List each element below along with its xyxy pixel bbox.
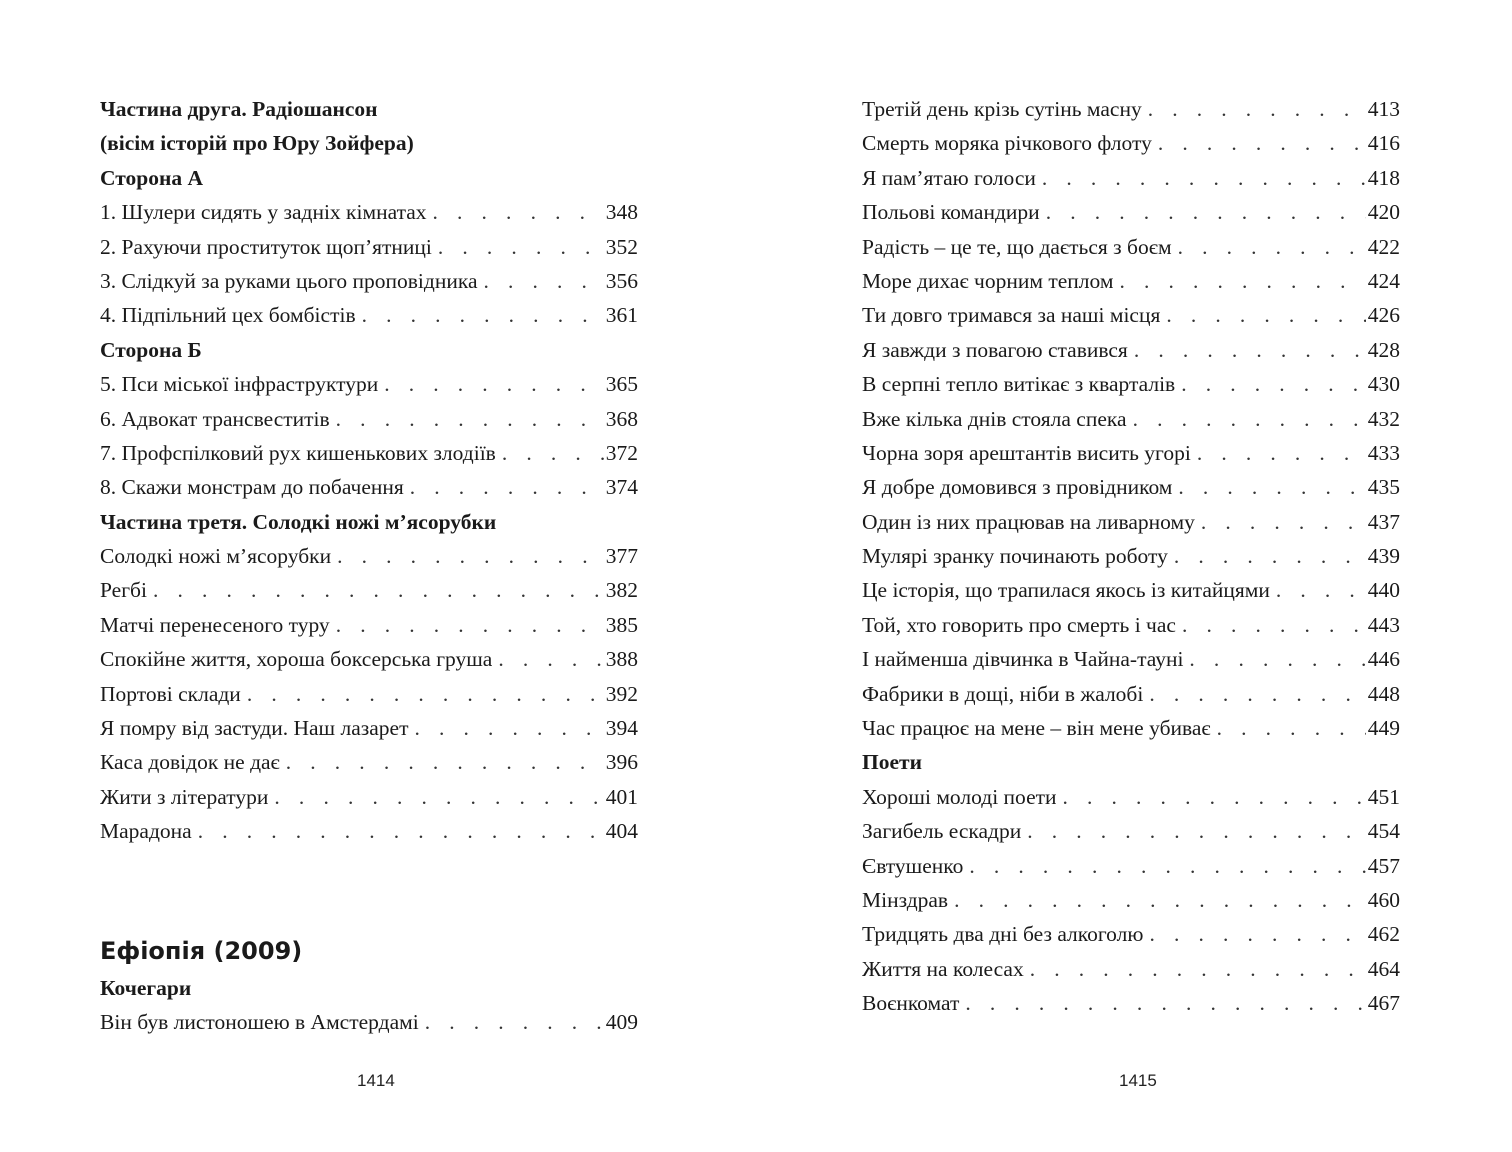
stokers-list (100, 1005, 638, 1039)
toc-entry-title: Солодкі ножі м’ясорубки (100, 544, 332, 569)
toc-entry (862, 161, 1400, 195)
dot-leader (1189, 642, 1365, 676)
toc-entry-title: Він був листоношею в Амстердамі (100, 1009, 419, 1034)
toc-entry-title: Каса довідок не дає (100, 750, 280, 775)
dot-leader (1149, 677, 1365, 711)
page-number-right: 1415 (1119, 1071, 1157, 1090)
toc-entry (862, 780, 1400, 814)
toc-entry-page: 457 (1367, 853, 1400, 878)
toc-entry-title: 8. Скажи монстрам до побачення (100, 475, 404, 500)
toc-entry (862, 92, 1400, 126)
toc-entry (862, 573, 1400, 607)
toc-entry (862, 539, 1400, 573)
toc-entry (100, 711, 638, 745)
toc-entry-title: Чорна зоря арештантів висить угорі (862, 440, 1191, 465)
toc-entry-title: Євтушенко (862, 853, 964, 878)
toc-entry (862, 814, 1400, 848)
toc-entry (862, 642, 1400, 676)
dot-leader (969, 849, 1365, 883)
toc-entry-page: 435 (1367, 475, 1400, 500)
toc-entry-title: Вже кілька днів стояла спека (862, 406, 1127, 431)
toc-entry-page: 462 (1367, 922, 1400, 947)
dot-leader (498, 642, 603, 676)
toc-entry (862, 402, 1400, 436)
toc-entry-title: Тридцять два дні без алкоголю (862, 922, 1144, 947)
side-b-heading: Сторона Б (100, 337, 202, 362)
toc-entry-page: 437 (1367, 509, 1400, 534)
toc-entry (862, 436, 1400, 470)
dot-leader (274, 780, 603, 814)
toc-entry-title: Ти довго тримався за наші місця (862, 303, 1161, 328)
toc-entry-page: 422 (1367, 234, 1400, 259)
toc-entry-page: 426 (1367, 303, 1400, 328)
toc-entry (100, 298, 638, 332)
toc-entry-page: 432 (1367, 406, 1400, 431)
part-three-list (100, 539, 638, 849)
toc-entry-title: Я добре домовився з провідником (862, 475, 1173, 500)
toc-entry-page: 413 (1367, 97, 1400, 121)
toc-entry (862, 333, 1400, 367)
dot-leader (438, 230, 604, 264)
toc-entry-page: 454 (1367, 819, 1400, 844)
dot-leader (1197, 436, 1366, 470)
toc-entry-title: Я помру від застуди. Наш лазарет (100, 716, 409, 741)
poets-heading: Поети (862, 750, 922, 775)
dot-leader (362, 298, 604, 332)
dot-leader (433, 195, 604, 229)
toc-entry-title: Смерть моряка річкового флоту (862, 131, 1152, 156)
toc-entry-title: Той, хто говорить про смерть і час (862, 612, 1176, 637)
toc-entry-page: 464 (1367, 956, 1400, 981)
toc-entry-page: 428 (1367, 337, 1400, 362)
toc-entry (100, 402, 638, 436)
dot-leader (414, 711, 603, 745)
dot-leader (153, 573, 604, 607)
toc-entry (100, 436, 638, 470)
toc-entry (100, 745, 638, 779)
toc-entry-page: 368 (605, 406, 638, 431)
toc-entry-title: Мулярі зранку починають роботу (862, 544, 1168, 569)
toc-entry-title: Мінздрав (862, 887, 949, 912)
toc-entry-page: 392 (605, 681, 638, 706)
ethiopia-heading: Ефіопія (2009) (100, 936, 303, 965)
toc-entry-page: 416 (1367, 131, 1400, 156)
dot-leader (1027, 814, 1366, 848)
toc-entry (862, 952, 1400, 986)
dot-leader (1178, 470, 1365, 504)
dot-leader (1182, 608, 1366, 642)
toc-entry-page: 439 (1367, 544, 1400, 569)
toc-entry-title: В серпні тепло витікає з кварталів (862, 372, 1176, 397)
toc-entry (862, 230, 1400, 264)
toc-entry-title: Воєнкомат (862, 991, 960, 1016)
dot-leader (247, 677, 604, 711)
toc-entry (862, 264, 1400, 298)
toc-entry-title: Польові командири (862, 200, 1040, 225)
dot-leader (337, 539, 604, 573)
stokers-continued-list (862, 92, 1400, 745)
dot-leader (502, 436, 604, 470)
dot-leader (1181, 367, 1366, 401)
toc-entry (100, 642, 638, 676)
toc-entry (100, 608, 638, 642)
toc-entry (100, 1005, 638, 1039)
toc-entry-page: 382 (605, 578, 638, 603)
toc-entry-title: 4. Підпільний цех бомбістів (100, 303, 356, 328)
dot-leader (1178, 230, 1366, 264)
dot-leader (336, 608, 604, 642)
toc-entry-page: 372 (605, 440, 638, 465)
toc-entry-page: 409 (605, 1009, 638, 1034)
toc-entry (100, 780, 638, 814)
toc-entry (100, 230, 638, 264)
dot-leader (198, 814, 604, 848)
toc-entry-page: 361 (605, 303, 638, 328)
dot-leader (1134, 333, 1366, 367)
part-two-heading: Частина друга. Радіошансон (100, 97, 378, 121)
dot-leader (1158, 126, 1366, 160)
dot-leader (286, 745, 604, 779)
dot-leader (1133, 402, 1366, 436)
toc-entry-title: Я пам’ятаю голоси (862, 165, 1036, 190)
toc-entry (100, 814, 638, 848)
toc-entry-title: 1. Шулери сидять у задніх кімнатах (100, 200, 427, 225)
side-a-heading: Сторона А (100, 165, 204, 190)
right-page-contents (862, 92, 1400, 1021)
toc-entry-page: 433 (1367, 440, 1400, 465)
toc-entry-page: 420 (1367, 200, 1400, 225)
toc-entry (862, 126, 1400, 160)
toc-entry-title: Життя на колесах (862, 956, 1024, 981)
toc-entry-title: Час працює на мене – він мене убиває (862, 716, 1211, 741)
toc-entry (100, 539, 638, 573)
toc-entry-page: 451 (1367, 784, 1400, 809)
dot-leader (425, 1005, 604, 1039)
section-spacer (100, 849, 638, 931)
stokers-heading: Кочегари (100, 975, 192, 1000)
part-two-subheading: (вісім історій про Юру Зойфера) (100, 131, 414, 156)
dot-leader (1030, 952, 1366, 986)
toc-entry-title: Радість – це те, що дається з боєм (862, 234, 1172, 259)
toc-entry-title: Фабрики в дощі, ніби в жалобі (862, 681, 1144, 706)
toc-entry (862, 677, 1400, 711)
toc-entry (862, 505, 1400, 539)
toc-entry (862, 917, 1400, 951)
dot-leader (1063, 780, 1366, 814)
toc-entry (100, 195, 638, 229)
dot-leader (1042, 161, 1366, 195)
side-b-list (100, 367, 638, 505)
toc-entry-title: Матчі перенесеного туру (100, 612, 330, 637)
toc-entry-title: Хороші молоді поети (862, 784, 1057, 809)
toc-entry-page: 440 (1367, 578, 1400, 603)
dot-leader (336, 402, 604, 436)
dot-leader (484, 264, 604, 298)
toc-entry (862, 195, 1400, 229)
toc-entry-title: Регбі (100, 578, 147, 603)
toc-entry-page: 365 (605, 372, 638, 397)
toc-entry-page: 449 (1367, 716, 1400, 741)
toc-entry-page: 385 (605, 612, 638, 637)
toc-entry-page: 467 (1367, 991, 1400, 1016)
dot-leader (384, 367, 604, 401)
toc-entry-title: 2. Рахуючи проституток щоп’ятниці (100, 234, 432, 259)
toc-entry-title: 3. Слідкуй за руками цього проповідника (100, 268, 478, 293)
toc-entry (100, 367, 638, 401)
toc-entry-page: 401 (605, 784, 638, 809)
toc-entry-title: Море дихає чорним теплом (862, 268, 1114, 293)
toc-entry-title: Спокійне життя, хороша боксерська груша (100, 647, 493, 672)
toc-entry-title: Жити з літератури (100, 784, 269, 809)
dot-leader (1149, 917, 1365, 951)
toc-entry-title: Я завжди з повагою ставився (862, 337, 1128, 362)
toc-entry (862, 470, 1400, 504)
toc-entry-page: 446 (1367, 647, 1400, 672)
toc-entry (100, 677, 638, 711)
toc-entry-page: 374 (605, 475, 638, 500)
dot-leader (965, 986, 1365, 1020)
toc-entry-title: Марадона (100, 819, 192, 844)
toc-entry-title: 7. Профспілковий рух кишенькових злодіїв (100, 440, 496, 465)
toc-entry-page: 424 (1367, 268, 1400, 293)
toc-entry (862, 298, 1400, 332)
toc-entry (100, 470, 638, 504)
dot-leader (410, 470, 604, 504)
poets-list (862, 780, 1400, 1021)
toc-entry-page: 396 (605, 750, 638, 775)
toc-entry-page: 352 (605, 234, 638, 259)
dot-leader (954, 883, 1366, 917)
toc-entry (862, 608, 1400, 642)
side-a-list (100, 195, 638, 333)
toc-entry-page: 377 (605, 544, 638, 569)
toc-entry-title: Третій день крізь сутінь масну (862, 97, 1142, 121)
toc-entry-title: 5. Пси міської інфраструктури (100, 372, 379, 397)
toc-entry-title: Загибель ескадри (862, 819, 1022, 844)
dot-leader (1148, 92, 1366, 126)
toc-entry (100, 573, 638, 607)
toc-entry-page: 460 (1367, 887, 1400, 912)
toc-entry (862, 986, 1400, 1020)
toc-entry (862, 367, 1400, 401)
toc-entry-page: 394 (605, 716, 638, 741)
dot-leader (1174, 539, 1366, 573)
toc-entry-page: 404 (605, 819, 638, 844)
toc-entry-title: Портові склади (100, 681, 241, 706)
dot-leader (1046, 195, 1366, 229)
dot-leader (1166, 298, 1365, 332)
toc-entry (862, 849, 1400, 883)
toc-entry-title: 6. Адвокат трансвеститів (100, 406, 330, 431)
part-three-heading: Частина третя. Солодкі ножі м’ясорубки (100, 509, 497, 534)
toc-entry-page: 430 (1367, 372, 1400, 397)
toc-entry-page: 388 (605, 647, 638, 672)
dot-leader (1119, 264, 1365, 298)
toc-entry-title: І найменша дівчинка в Чайна-тауні (862, 647, 1184, 672)
left-page-contents (100, 92, 638, 1039)
dot-leader (1276, 573, 1366, 607)
toc-entry (862, 711, 1400, 745)
toc-entry-page: 418 (1367, 165, 1400, 190)
toc-entry-page: 443 (1367, 612, 1400, 637)
dot-leader (1201, 505, 1366, 539)
toc-entry-page: 356 (605, 268, 638, 293)
toc-entry-page: 448 (1367, 681, 1400, 706)
toc-entry-title: Це історія, що трапилася якось із китайцями (862, 578, 1270, 603)
toc-entry (862, 883, 1400, 917)
toc-entry (100, 264, 638, 298)
toc-entry-page: 348 (605, 200, 638, 225)
dot-leader (1217, 711, 1366, 745)
toc-entry-title: Один із них працював на ливарному (862, 509, 1195, 534)
page-number-left: 1414 (357, 1071, 395, 1090)
